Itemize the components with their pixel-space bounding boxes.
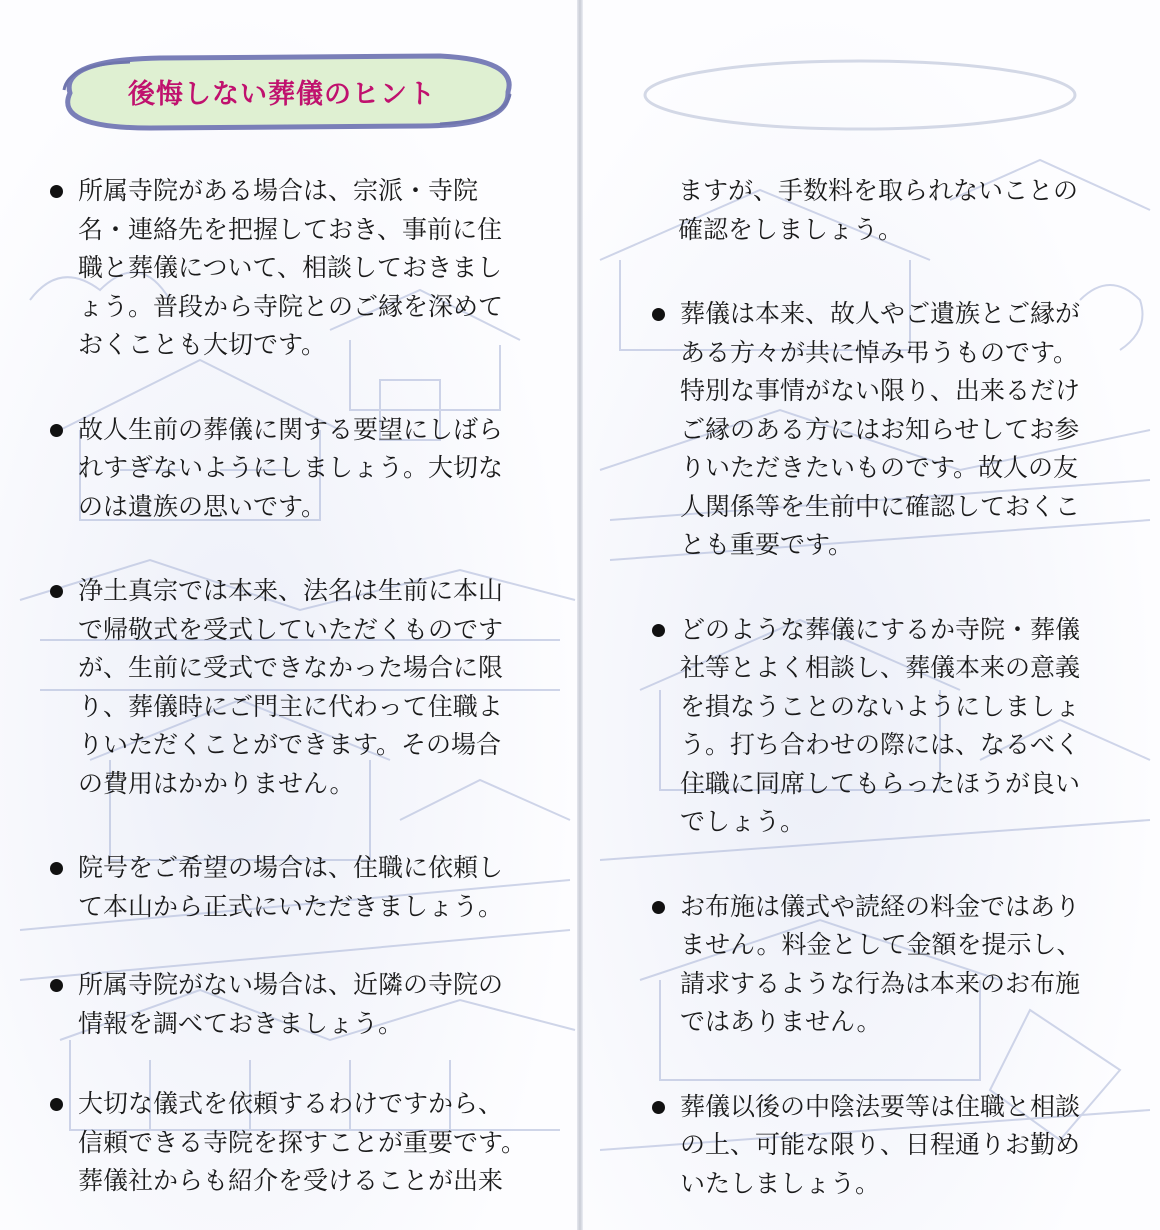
bullet-dot-icon <box>50 979 63 992</box>
text-line: 住職に同席してもらったほうが良い <box>680 768 1081 798</box>
text-line: 信頼できる寺院を探すことが重要です。 <box>78 1127 527 1157</box>
bullet-item <box>48 1085 558 1201</box>
text-line: が、生前に受式できなかった場合に限 <box>78 653 504 682</box>
text-line: 人関係等を生前中に確認しておくこ <box>680 491 1081 521</box>
text-line: 所属寺院がある場合は、宗派・寺院 <box>78 176 479 205</box>
text-line: 職と葬儀について、相談しておきまし <box>78 253 503 282</box>
text-line: を損なうことのないようにしましょ <box>680 691 1081 721</box>
bullet-dot-icon <box>50 424 63 437</box>
bullet-dot-icon <box>50 1098 63 1111</box>
bullet-item <box>48 572 558 803</box>
bullet-item <box>650 611 1120 842</box>
text-line: 特別な事情がない限り、出来るだけ <box>680 376 1081 405</box>
text-line: 大切な儀式を依頼するわけですから、 <box>78 1089 504 1118</box>
left-column <box>48 172 558 1201</box>
continued-paragraph <box>650 172 1120 249</box>
text-line: ご縁のある方にはお知らせしてお参 <box>680 414 1080 444</box>
text-line: ません。料金として金額を提示し、 <box>680 930 1082 959</box>
bullet-dot-icon <box>50 185 63 198</box>
text-line: れすぎないようにしましょう。大切な <box>78 453 504 482</box>
title-ribbon <box>40 48 524 134</box>
text-line: りいただきたいものです。故人の友 <box>680 453 1079 482</box>
text-line: 葬儀は本来、故人やご遺族とご縁が <box>680 299 1081 328</box>
text-line: りいただくことができます。その場合 <box>78 730 502 759</box>
bullet-dot-icon <box>50 585 63 598</box>
bullet-item <box>48 411 558 527</box>
bullet-item <box>48 849 558 926</box>
bullet-item <box>650 1088 1120 1204</box>
text-line: ある方々が共に悼み弔うものです。 <box>680 337 1079 367</box>
text-line: おくことも大切です。 <box>78 330 327 359</box>
text-line: どのような葬儀にするか寺院・葬儀 <box>680 614 1081 644</box>
text-line: 葬儀以後の中陰法要等は住職と相談 <box>680 1091 1081 1121</box>
text-line: 浄土真宗では本来、法名は生前に本山 <box>78 576 504 605</box>
text-line: とも重要です。 <box>680 530 854 559</box>
text-line: 請求するような行為は本来のお布施 <box>680 968 1081 998</box>
text-line: う。打ち合わせの際には、なるべく <box>680 730 1081 759</box>
text-line: ますが、手数料を取られないことの <box>678 176 1079 205</box>
text-line: 葬儀社からも紹介を受けることが出来 <box>78 1166 504 1195</box>
bullet-item <box>650 888 1120 1042</box>
text-line: 情報を調べておきましょう。 <box>78 1008 404 1038</box>
bullet-item <box>48 172 558 365</box>
text-line: のは遺族の思いです。 <box>78 491 327 521</box>
bullet-item <box>48 966 558 1043</box>
text-line: の費用はかかりません。 <box>78 768 355 798</box>
text-line: 社等とよく相談し、葬儀本来の意義 <box>680 653 1081 682</box>
page-title: 後悔しない葬儀のヒント <box>128 79 436 110</box>
text-line: り、葬儀時にご門主に代わって住職よ <box>78 691 503 721</box>
text-line: 確認をしましょう。 <box>678 214 904 244</box>
text-line: 院号をご希望の場合は、住職に依頼し <box>78 853 504 882</box>
bullet-dot-icon <box>652 1101 665 1114</box>
text-line: て本山から正式にいただきましょう。 <box>78 891 504 921</box>
bullet-dot-icon <box>50 862 63 875</box>
bullet-dot-icon <box>652 624 665 637</box>
text-line: お布施は儀式や読経の料金ではあり <box>680 891 1081 921</box>
bullet-dot-icon <box>652 901 665 914</box>
text-line: の上、可能な限り、日程通りお勤め <box>680 1130 1081 1159</box>
text-line: 所属寺院がない場合は、近隣の寺院の <box>78 970 504 999</box>
text-line: で帰敬式を受式していただくものです <box>78 614 504 644</box>
text-line: でしょう。 <box>680 807 806 836</box>
text-line: いたしましょう。 <box>680 1168 881 1198</box>
bullet-dot-icon <box>652 308 665 321</box>
right-column <box>650 172 1120 1203</box>
text-line: ではありません。 <box>680 1007 882 1036</box>
text-line: 名・連絡先を把握しておき、事前に住 <box>78 214 503 244</box>
text-line: 故人生前の葬儀に関する要望にしばら <box>78 414 504 444</box>
right-items <box>650 295 1120 1203</box>
bullet-item <box>650 295 1120 565</box>
text-line: ょう。普段から寺院とのご縁を深めて <box>78 291 504 321</box>
